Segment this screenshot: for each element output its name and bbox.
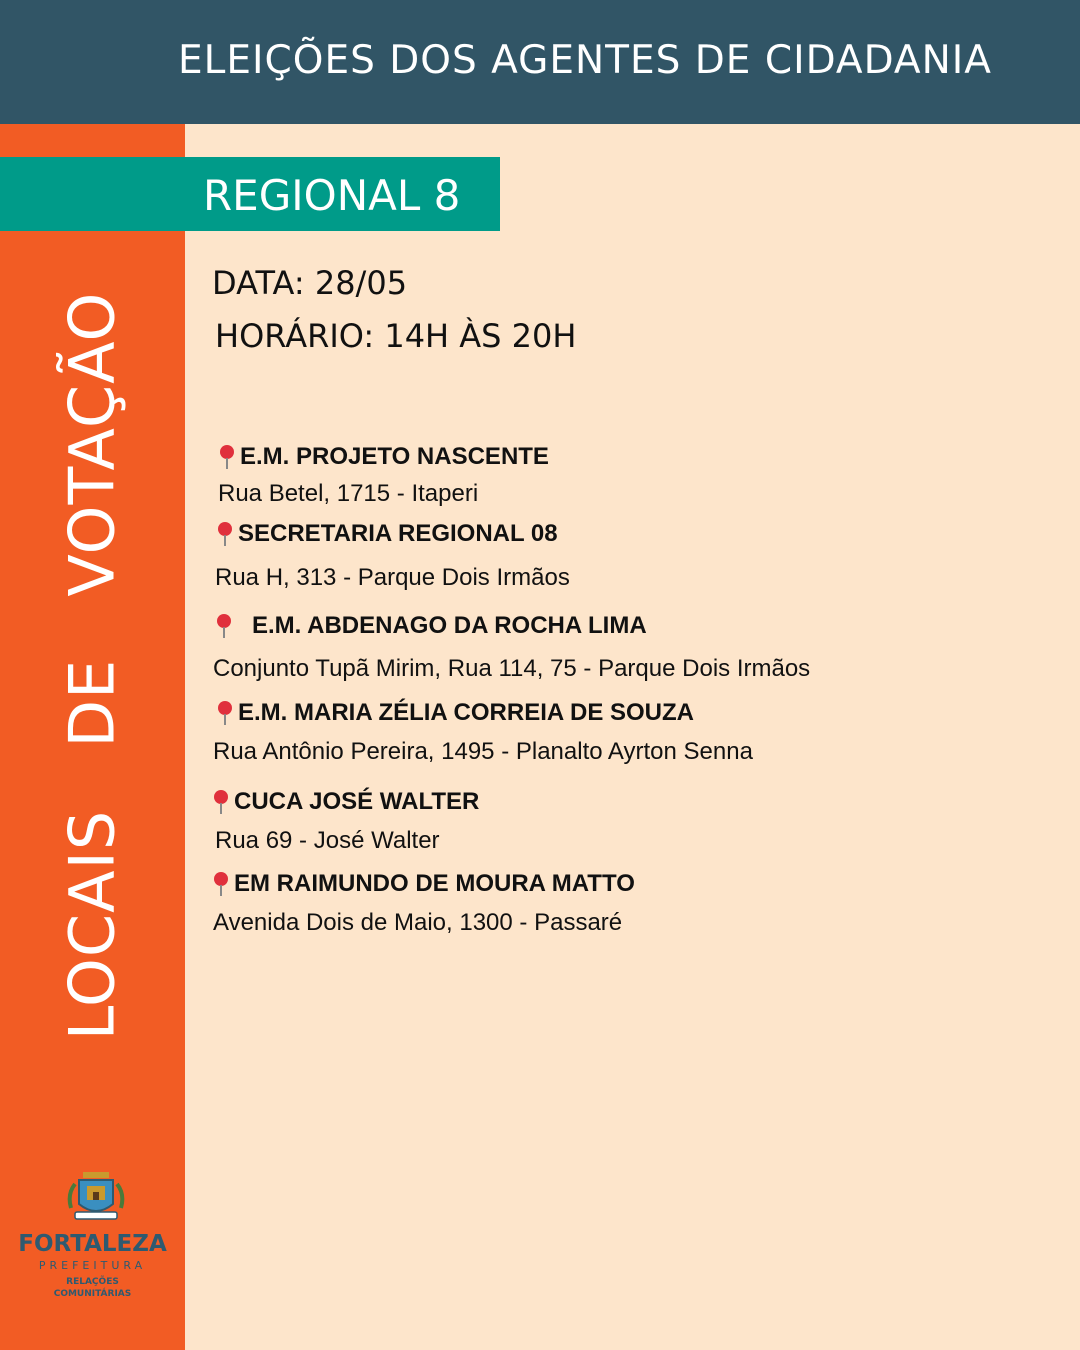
location-name-text: EM RAIMUNDO DE MOURA MATTO xyxy=(234,870,635,897)
location-name xyxy=(215,612,647,640)
location-address: Rua Antônio Pereira, 1495 - Planalto Ayrton Senna xyxy=(213,738,753,765)
page-title: ELEIÇÕES DOS AGENTES DE CIDADANIA xyxy=(178,38,992,83)
location-name xyxy=(212,788,479,816)
location-address: Rua Betel, 1715 - Itaperi xyxy=(218,480,479,507)
location-name xyxy=(216,699,694,727)
map-pin-icon xyxy=(212,789,230,815)
map-pin-icon xyxy=(212,871,230,897)
location-name-text: E.M. MARIA ZÉLIA CORREIA DE SOUZA xyxy=(238,699,694,726)
map-pin-icon xyxy=(216,521,234,547)
logo-subtitle: PREFEITURA xyxy=(38,1259,147,1272)
regional-banner xyxy=(0,157,500,231)
location-name xyxy=(212,870,635,898)
location-address: Avenida Dois de Maio, 1300 - Passaré xyxy=(213,909,623,936)
location-address: Rua H, 313 - Parque Dois Irmãos xyxy=(215,564,570,591)
vertical-title: LOCAIS DE VOTAÇÃO xyxy=(55,291,129,1041)
map-pin-icon xyxy=(215,613,233,639)
logo-name: FORTALEZA xyxy=(18,1231,167,1257)
location-name-text: CUCA JOSÉ WALTER xyxy=(234,788,480,815)
regional-label: REGIONAL 8 xyxy=(203,171,461,220)
location-name-text: E.M. PROJETO NASCENTE xyxy=(240,443,549,470)
location-name-text: SECRETARIA REGIONAL 08 xyxy=(238,520,558,547)
location-address: Rua 69 - José Walter xyxy=(215,827,440,854)
location-name xyxy=(216,520,558,548)
map-pin-icon xyxy=(216,700,234,726)
header-bar xyxy=(0,0,1080,124)
location-address: Conjunto Tupã Mirim, Rua 114, 75 - Parque Dois Irmãos xyxy=(213,655,811,682)
logo-department: RELAÇÕES COMUNITÁRIAS xyxy=(53,1277,132,1299)
prefeitura-logo xyxy=(10,1168,175,1308)
location-name-text: E.M. ABDENAGO DA ROCHA LIMA xyxy=(252,612,647,639)
map-pin-icon xyxy=(218,444,236,470)
location-name xyxy=(218,443,549,471)
date-line: DATA: 28/05 xyxy=(212,264,408,302)
city-coat-of-arms-icon xyxy=(65,1168,127,1230)
time-line: HORÁRIO: 14H ÀS 20H xyxy=(215,317,577,355)
